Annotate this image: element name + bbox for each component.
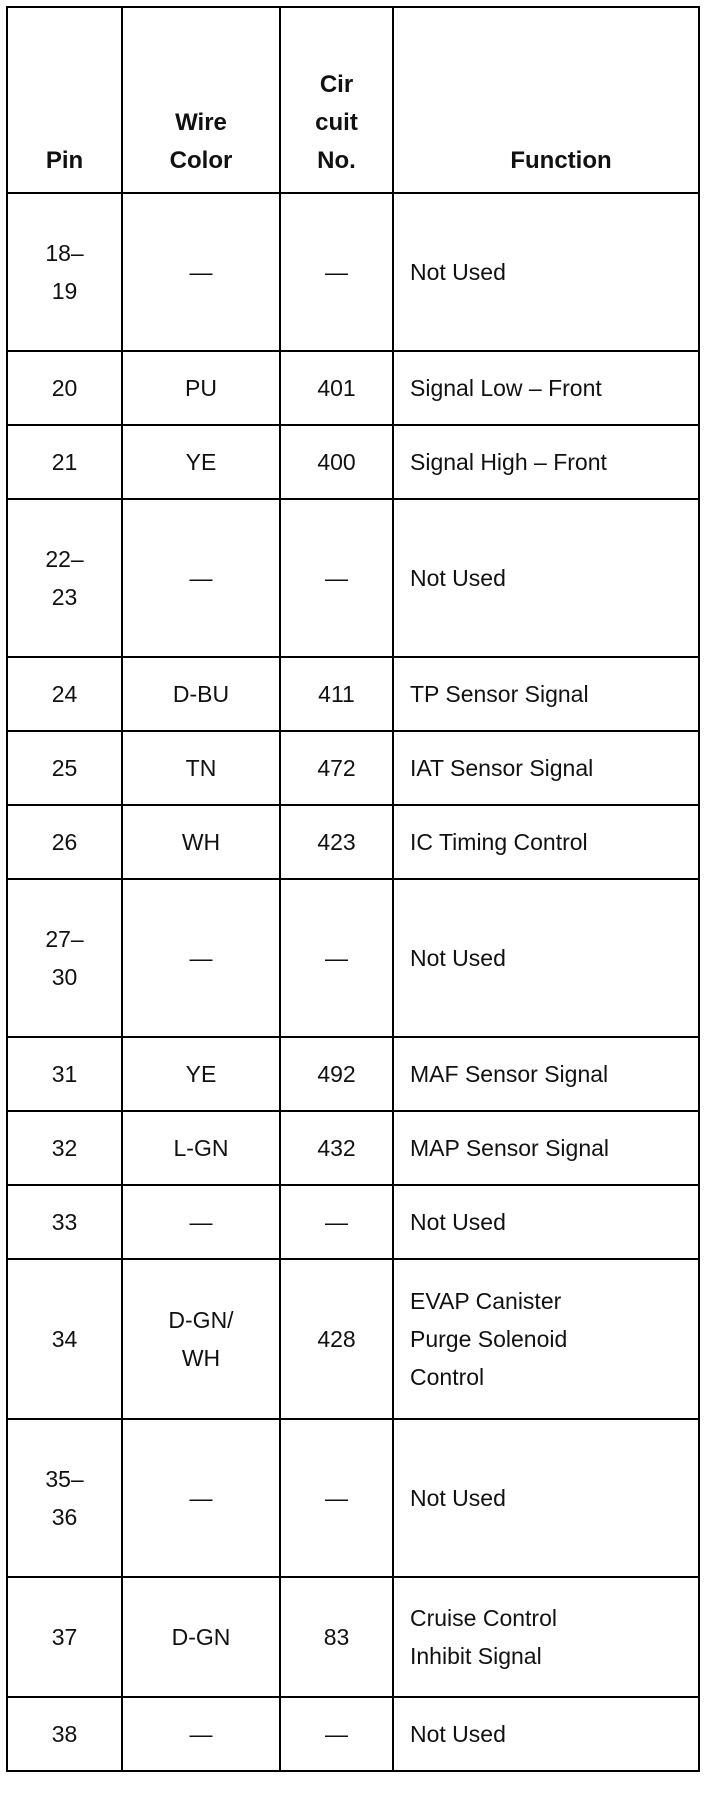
pin-cell: 26 — [7, 805, 122, 879]
table-row — [7, 1111, 699, 1185]
header-pin: Pin — [7, 7, 122, 193]
circuit-no-cell: 400 — [280, 425, 393, 499]
table-row — [7, 499, 699, 657]
pin-cell: 34 — [7, 1259, 122, 1419]
pin-cell: 18– 19 — [7, 193, 122, 351]
wire-color-cell: — — [122, 193, 280, 351]
pin-cell: 32 — [7, 1111, 122, 1185]
circuit-no-cell: 83 — [280, 1577, 393, 1697]
circuit-no-cell: 411 — [280, 657, 393, 731]
function-cell: Not Used — [393, 1697, 699, 1771]
wire-color-cell: YE — [122, 425, 280, 499]
table-row — [7, 657, 699, 731]
function-cell: Signal High – Front — [393, 425, 699, 499]
wire-color-cell: D-BU — [122, 657, 280, 731]
pin-cell: 24 — [7, 657, 122, 731]
table-row — [7, 1577, 699, 1697]
wire-color-cell: WH — [122, 805, 280, 879]
function-cell: Not Used — [393, 879, 699, 1037]
pin-cell: 21 — [7, 425, 122, 499]
table-row — [7, 351, 699, 425]
circuit-no-cell: 401 — [280, 351, 393, 425]
circuit-no-cell: 492 — [280, 1037, 393, 1111]
function-cell: Signal Low – Front — [393, 351, 699, 425]
pin-assignment-table — [6, 6, 700, 1772]
wire-color-cell: D-GN — [122, 1577, 280, 1697]
function-cell: EVAP Canister Purge Solenoid Control — [393, 1259, 699, 1419]
table-row — [7, 1259, 699, 1419]
function-cell: Not Used — [393, 1419, 699, 1577]
wire-color-cell: YE — [122, 1037, 280, 1111]
wire-color-cell: PU — [122, 351, 280, 425]
function-cell: Not Used — [393, 499, 699, 657]
header-circuit-no: Cir cuit No. — [280, 7, 393, 193]
circuit-no-cell: 472 — [280, 731, 393, 805]
function-cell: Cruise Control Inhibit Signal — [393, 1577, 699, 1697]
pin-cell: 35– 36 — [7, 1419, 122, 1577]
wire-color-cell: TN — [122, 731, 280, 805]
header-function: Function — [393, 7, 699, 193]
function-cell: MAP Sensor Signal — [393, 1111, 699, 1185]
table-body — [7, 193, 699, 1771]
wire-color-cell: L-GN — [122, 1111, 280, 1185]
function-cell: Not Used — [393, 1185, 699, 1259]
circuit-no-cell: — — [280, 1419, 393, 1577]
circuit-no-cell: — — [280, 499, 393, 657]
circuit-no-cell: 428 — [280, 1259, 393, 1419]
wire-color-cell: D-GN/ WH — [122, 1259, 280, 1419]
wire-color-cell: — — [122, 879, 280, 1037]
circuit-no-cell: — — [280, 1697, 393, 1771]
circuit-no-cell: 423 — [280, 805, 393, 879]
table-row — [7, 1697, 699, 1771]
pin-cell: 27– 30 — [7, 879, 122, 1037]
table-row — [7, 1037, 699, 1111]
pin-cell: 31 — [7, 1037, 122, 1111]
wire-color-cell: — — [122, 499, 280, 657]
function-cell: IAT Sensor Signal — [393, 731, 699, 805]
table-row — [7, 425, 699, 499]
table-row — [7, 1185, 699, 1259]
table-row — [7, 879, 699, 1037]
function-cell: IC Timing Control — [393, 805, 699, 879]
pin-cell: 33 — [7, 1185, 122, 1259]
circuit-no-cell: — — [280, 193, 393, 351]
table-header-row — [7, 7, 699, 193]
circuit-no-cell: — — [280, 879, 393, 1037]
pin-cell: 38 — [7, 1697, 122, 1771]
function-cell: Not Used — [393, 193, 699, 351]
header-wire-color: Wire Color — [122, 7, 280, 193]
pin-cell: 20 — [7, 351, 122, 425]
wire-color-cell: — — [122, 1419, 280, 1577]
wire-color-cell: — — [122, 1697, 280, 1771]
table-row — [7, 1419, 699, 1577]
function-cell: MAF Sensor Signal — [393, 1037, 699, 1111]
table-row — [7, 805, 699, 879]
function-cell: TP Sensor Signal — [393, 657, 699, 731]
circuit-no-cell: — — [280, 1185, 393, 1259]
pin-cell: 37 — [7, 1577, 122, 1697]
wire-color-cell: — — [122, 1185, 280, 1259]
table-row — [7, 193, 699, 351]
table-row — [7, 731, 699, 805]
circuit-no-cell: 432 — [280, 1111, 393, 1185]
pin-cell: 25 — [7, 731, 122, 805]
pin-cell: 22– 23 — [7, 499, 122, 657]
